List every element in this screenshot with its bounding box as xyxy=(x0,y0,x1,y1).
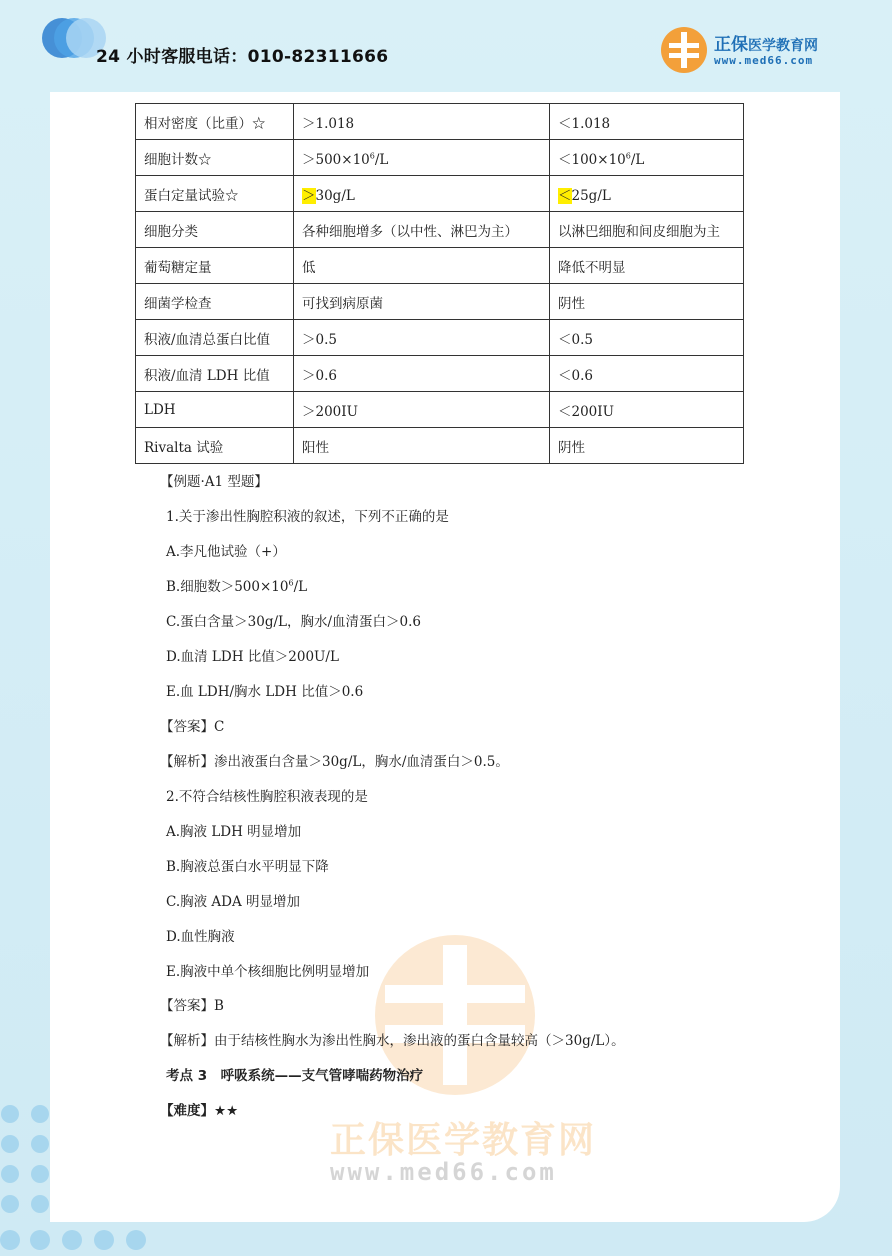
brand-logo[interactable] xyxy=(660,26,850,76)
section-title: 考点 3 呼吸系统——支气管哮喘药物治疗 xyxy=(166,1068,424,1084)
table-cell: ＞200IU xyxy=(294,392,550,428)
q1-answer: 【答案】C xyxy=(160,719,225,735)
hotline-text: 24 小时客服电话：010-82311666 xyxy=(96,47,389,67)
table-cell: 阴性 xyxy=(550,284,744,320)
table-cell: 积液/血清总蛋白比值 xyxy=(136,320,294,356)
q1-option-c: C.蛋白含量＞30g/L，胸水/血清蛋白＞0.6 xyxy=(166,614,421,630)
table-cell: 各种细胞增多（以中性、淋巴为主） xyxy=(294,212,550,248)
comparison-table xyxy=(135,103,744,464)
table-cell: 阳性 xyxy=(294,428,550,464)
table-cell xyxy=(550,140,744,176)
table-row xyxy=(136,140,744,176)
q1-option-e: E.血 LDH/胸水 LDH 比值＞0.6 xyxy=(166,684,364,700)
table-cell: ＞0.6 xyxy=(294,356,550,392)
q1-option-d: D.血清 LDH 比值＞200U/L xyxy=(166,649,339,665)
q2-option-e: E.胸液中单个核细胞比例明显增加 xyxy=(166,964,370,980)
table-cell: 积液/血清 LDH 比值 xyxy=(136,356,294,392)
table-cell: ＜1.018 xyxy=(550,104,744,140)
table-row xyxy=(136,104,744,140)
q2-option-a: A.胸液 LDH 明显增加 xyxy=(166,824,302,840)
table-cell: ＜0.6 xyxy=(550,356,744,392)
table-cell: ＜200IU xyxy=(550,392,744,428)
table-cell: 相对密度（比重）☆ xyxy=(136,104,294,140)
question-2: 2.不符合结核性胸腔积液表现的是 xyxy=(166,789,368,805)
question-1: 1.关于渗出性胸腔积液的叙述，下列不正确的是 xyxy=(166,509,449,525)
q1-analysis: 【解析】渗出液蛋白含量＞30g/L，胸水/血清蛋白＞0.5。 xyxy=(160,754,509,770)
option-text: B.细胞数＞500×10 xyxy=(166,579,289,595)
table-row xyxy=(136,428,744,464)
watermark-url: www.med66.com xyxy=(330,1158,557,1186)
table-cell xyxy=(294,176,550,212)
table-cell: 低 xyxy=(294,248,550,284)
table-cell: 葡萄糖定量 xyxy=(136,248,294,284)
highlighted-symbol: ＜ xyxy=(558,187,572,204)
table-row xyxy=(136,284,744,320)
q1-option-a: A.李凡他试验（+） xyxy=(166,544,286,560)
table-cell: ＜0.5 xyxy=(550,320,744,356)
table-cell: 细胞计数☆ xyxy=(136,140,294,176)
table-cell: 以淋巴细胞和间皮细胞为主 xyxy=(550,212,744,248)
table-cell: 可找到病原菌 xyxy=(294,284,550,320)
cell-exponent: 6 xyxy=(369,151,375,160)
example-title: 【例题·A1 型题】 xyxy=(160,474,268,490)
table-cell: 细菌学检查 xyxy=(136,284,294,320)
table-cell: 阴性 xyxy=(550,428,744,464)
option-exponent: 6 xyxy=(288,578,294,588)
table-row xyxy=(136,212,744,248)
watermark-text: 正保医学教育网 xyxy=(330,1120,597,1161)
brand-emblem-icon xyxy=(660,26,708,74)
cell-text: ＜100×10 xyxy=(558,151,626,168)
q2-answer: 【答案】B xyxy=(160,998,224,1014)
q2-option-c: C.胸液 ADA 明显增加 xyxy=(166,894,301,910)
option-unit: /L xyxy=(293,579,308,595)
difficulty-label: 【难度】★★ xyxy=(160,1103,239,1119)
table-cell: Rivalta 试验 xyxy=(136,428,294,464)
brand-name-sub: 医学教育网 xyxy=(748,38,818,54)
table-cell xyxy=(550,176,744,212)
table-cell: 降低不明显 xyxy=(550,248,744,284)
table-cell: 细胞分类 xyxy=(136,212,294,248)
brand-url: www.med66.com xyxy=(714,54,814,67)
table-cell xyxy=(294,140,550,176)
cell-unit: /L xyxy=(630,151,645,168)
q2-analysis: 【解析】由于结核性胸水为渗出性胸水，渗出液的蛋白含量较高（＞30g/L）。 xyxy=(160,1033,625,1049)
cell-text: 30g/L xyxy=(315,187,355,204)
cell-text: ＞500×10 xyxy=(302,151,370,168)
table-row xyxy=(136,356,744,392)
q1-option-b xyxy=(166,575,307,595)
table-cell: LDH xyxy=(136,392,294,428)
cell-unit: /L xyxy=(374,151,389,168)
table-row xyxy=(136,176,744,212)
cell-text: 25g/L xyxy=(571,187,611,204)
table-row xyxy=(136,392,744,428)
brand-name xyxy=(714,30,818,55)
table-cell: 蛋白定量试验☆ xyxy=(136,176,294,212)
table-cell: ＞0.5 xyxy=(294,320,550,356)
decorative-dots-icon xyxy=(0,1098,160,1256)
table-row xyxy=(136,320,744,356)
q2-option-b: B.胸液总蛋白水平明显下降 xyxy=(166,859,329,875)
cell-exponent: 6 xyxy=(625,151,631,160)
table-row xyxy=(136,248,744,284)
q2-option-d: D.血性胸液 xyxy=(166,929,235,945)
brand-name-main: 正保 xyxy=(714,35,748,55)
highlighted-symbol: ＞ xyxy=(302,187,316,204)
table-cell: ＞1.018 xyxy=(294,104,550,140)
